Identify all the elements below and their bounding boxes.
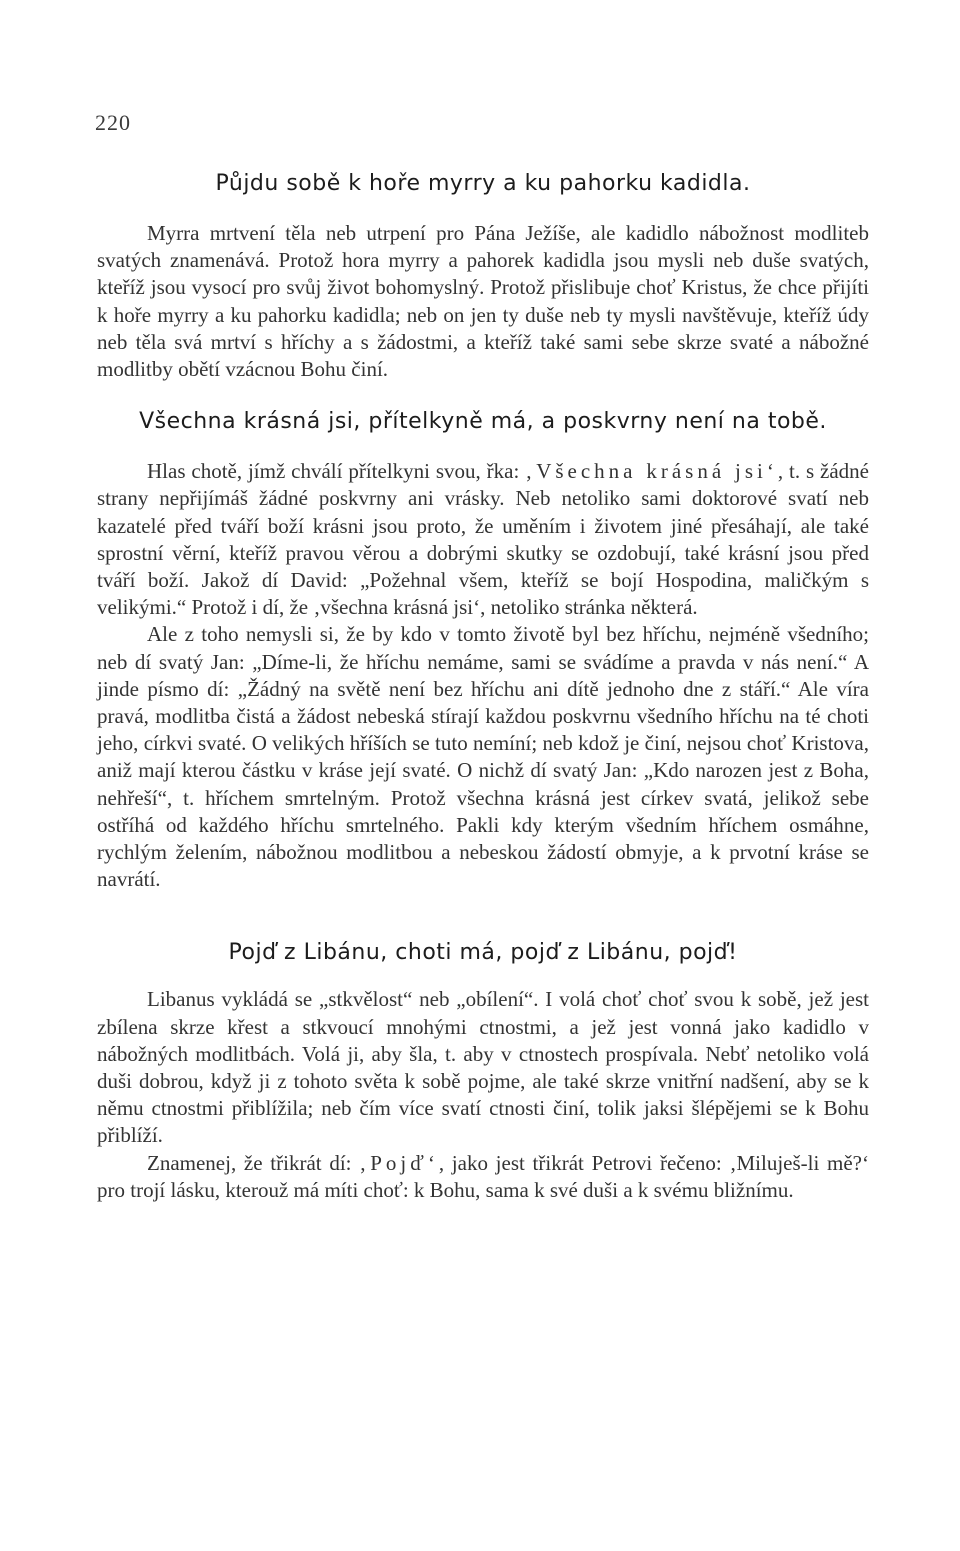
section-heading-all-beautiful: Všechna krásná jsi, přítelkyně má, a poskvrny není na tobě.	[139, 409, 827, 435]
section-heading-lebanon: Pojď z Libánu, choti má, pojď z Libánu, pojď!	[228, 940, 738, 966]
paragraph-three-times	[97, 1150, 869, 1204]
paragraph-text-after: , jako jest třikrát Petrovi řečeno: ‚Miluješ-li mě?‘ pro trojí lásku, kterouž má míti choť: k Bohu, sama k své duši a k svému bližnímu.	[97, 1150, 869, 1202]
spaced-quote: ‚Všechna krásná jsi‘	[525, 459, 778, 484]
paragraph-voice-of-bridegroom	[97, 458, 869, 621]
spaced-quote: ‚Pojď‘	[359, 1150, 439, 1175]
section-heading-myrrh: Půjdu sobě k hoře myrry a ku pahorku kadidla.	[215, 171, 751, 196]
paragraph-libanus: Libanus vykládá se „stkvělost“ neb „obílení“. I volá choť choť svou k sobě, jež jest zbílena skrze křest a stkvoucí mnohými ctnostmi, a jež jest vonná jako kadidlo v nábožných modlitbách. Volá ji, aby šla, t. aby v ctnostech prospívala. Nebť netoliko volá duši dobrou, když ji z tohoto světa k sobě pojme, ale také skrze vnitřní nadšení, aby se k němu ctnostmi přiblížila; neb čím více svatí ctnosti činí, tolik jaksi šlépějemi se k Bohu přiblíží.	[97, 987, 869, 1148]
paragraph-without-sin: Ale z toho nemysli si, že by kdo v tomto životě byl bez hříchu, nejméně všedního; neb dí svatý Jan: „Díme-li, že hříchu nemáme, sami se svádíme a pravda v nás není.“ A jinde písmo dí: „Žádný na světě není bez hříchu ani dítě jednoho dne z stáří.“ Ale víra pravá, modlitba čistá a žádost nebeská stírají každou poskvrnu všedního hříchu na té choti jeho, církvi svaté. O velikých hříších se tuto nemíní; neb kdož je činí, nejsou choť Kristova, aniž mají kterou částku v kráse její svaté. O nichž dí svatý Jan: „Kdo narozen jest z Boha, nehřeší“, t. hříchem smrtelným. Protož všechna krásná jest církev svatá, jelikož sebe ostříhá od každého hříchu smrtelného. Pakli kdy kterým všedním hříchem osmáhne, rychlým želením, nábožnou modlitbou a nebeskou žádostí obmyje, a k prvotní kráse se navrátí.	[97, 622, 869, 892]
paragraph-myrrh: Myrra mrtvení těla neb utrpení pro Pána Ježíše, ale kadidlo nábožnost modliteb svatých znamenává. Protož hora myrry a pahorek kadidla jsou mysli neb duše svatých, kteříž jsou vysocí pro svůj život bohomyslný. Protož přislibuje choť Kristus, že chce přijíti k hoře myrry a ku pahorku kadidla; neb on jen ty duše neb ty mysli navštěvuje, kteříž údy neb těla svá mrtví s hříchy a s žádostmi, a kteříž také sami sebe skrze svaté a nábožné modlitby obětí vzácnou Bohu činí.	[97, 221, 869, 382]
paragraph-text-before: Znamenej, že třikrát dí:	[147, 1150, 360, 1175]
paragraph-text-after: , t. s žádné strany nepřijímáš žádné poskvrny ani vrásky. Neb netoliko sami doktorové svatí neb kazatelé před tváří boží krásni jsou proto, že uměním i životem jiné přesáhají, ale také sprostní věrní, kteříž pravou věrou a dobrými skutky se ozdobují, také krásní jsou před tváří boží. Jakož dí David: „Požehnal všem, kteříž se bojí Hospodina, maličkým s velikými.“ Protož i dí, že ‚všechna krásná jsi‘, netoliko stránka některá.	[97, 459, 869, 620]
paragraph-text-before: Hlas chotě, jímž chválí přítelkyni svou, řka:	[147, 459, 526, 484]
page-number: 220	[95, 110, 131, 135]
page-content	[97, 168, 869, 1204]
